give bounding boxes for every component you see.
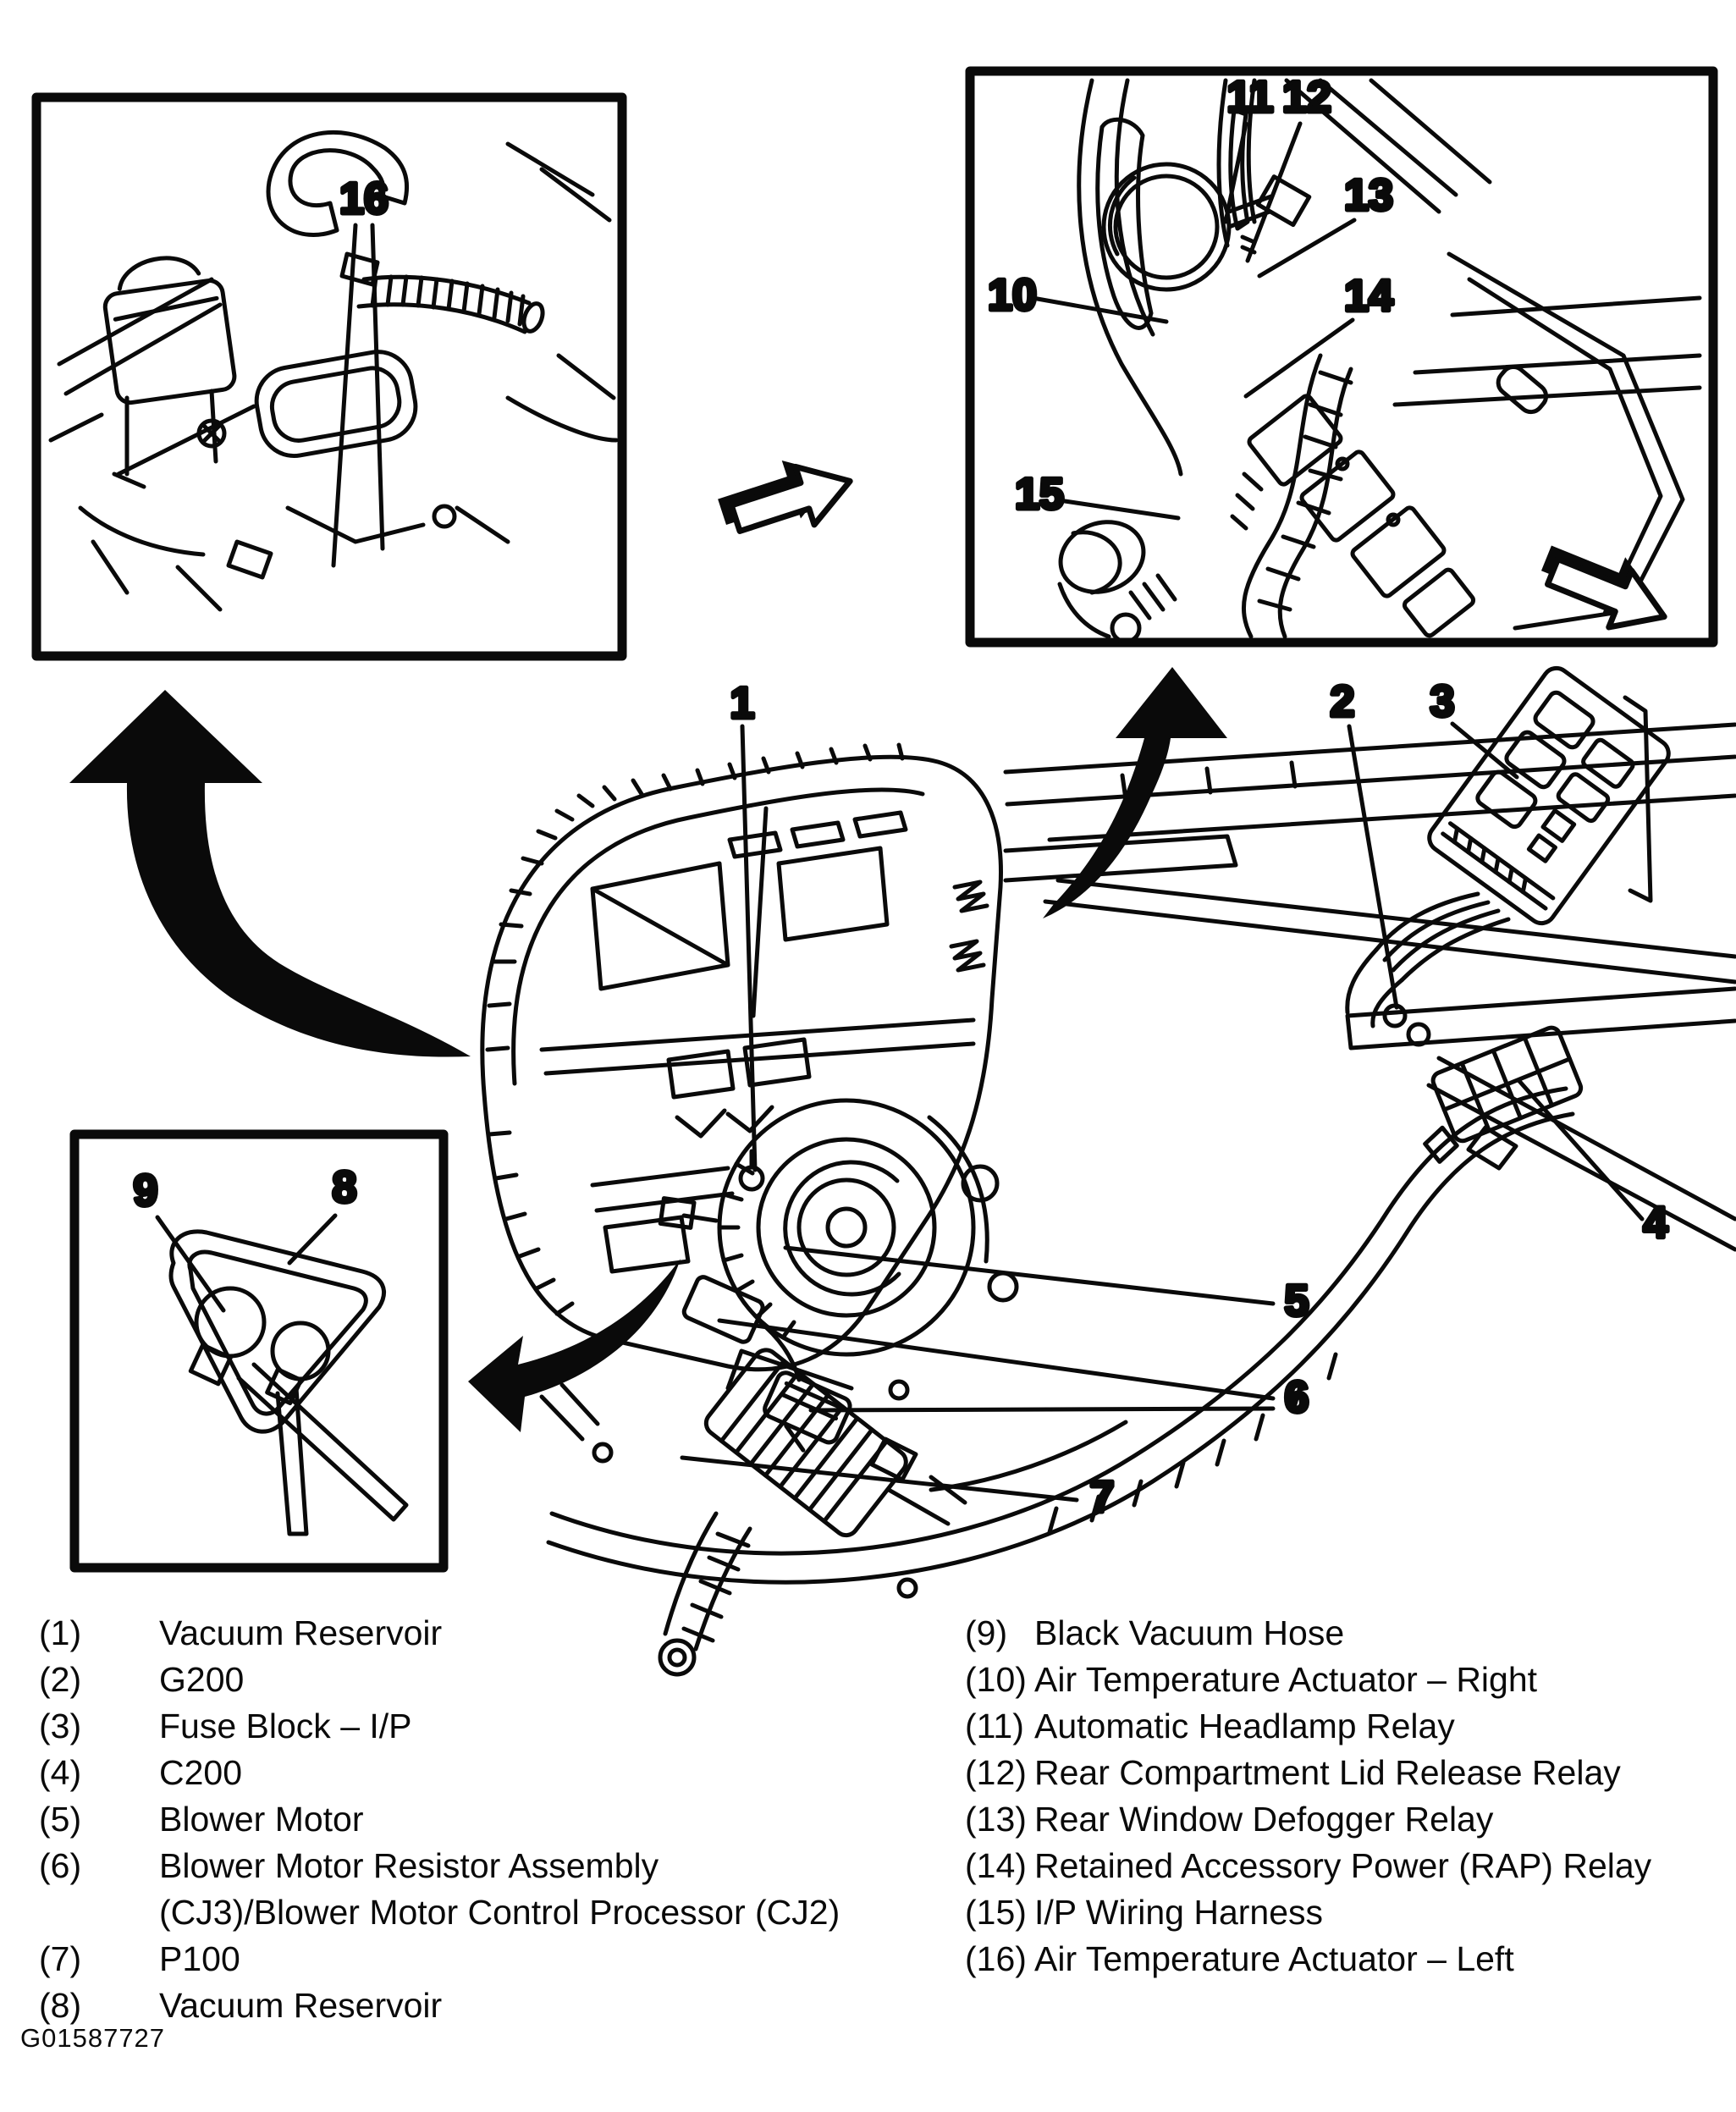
callout-15: 15	[1015, 470, 1064, 519]
arrow-to-top-left-inset	[69, 690, 471, 1057]
legend-number: (8)	[39, 1986, 82, 2025]
inset-top-right-relays	[970, 71, 1713, 642]
callout-9: 9	[133, 1166, 158, 1216]
legend-number: (10)	[965, 1660, 1027, 1699]
legend-item-13	[965, 1796, 1727, 1843]
legend-label: Blower Motor Resistor Assembly (CJ3)/Blower Motor Control Processor (CJ2)	[159, 1843, 840, 1936]
legend-item-8	[39, 1982, 953, 2029]
legend-label: Rear Compartment Lid Release Relay	[1034, 1753, 1621, 1792]
legend-item-1	[39, 1610, 953, 1657]
legend-item-10	[965, 1657, 1727, 1703]
legend-number: (9)	[965, 1613, 1008, 1652]
callout-14: 14	[1344, 272, 1393, 321]
callout-2: 2	[1330, 677, 1355, 726]
legend-label: G200	[159, 1660, 245, 1699]
legend-item-15	[965, 1889, 1727, 1936]
legend-label: Rear Window Defogger Relay	[1034, 1800, 1494, 1839]
legend-label: Air Temperature Actuator – Left	[1034, 1939, 1514, 1978]
callout-13: 13	[1344, 171, 1393, 220]
legend-label: Blower Motor	[159, 1800, 364, 1839]
callout-1: 1	[730, 679, 755, 728]
legend-label: Vacuum Reservoir	[159, 1986, 443, 2025]
main-hvac-module-drawing	[482, 663, 1735, 1674]
callout-16: 16	[339, 174, 389, 223]
inset-top-left-air-temp-actuator-left	[36, 97, 622, 656]
legend-item-14	[965, 1843, 1727, 1889]
legend-label: Black Vacuum Hose	[1034, 1613, 1345, 1652]
legend-number: (13)	[965, 1800, 1027, 1839]
legend-label: P100	[159, 1939, 240, 1978]
callout-8: 8	[332, 1163, 357, 1212]
legend-label: I/P Wiring Harness	[1034, 1893, 1324, 1932]
callout-12: 12	[1282, 73, 1331, 122]
legend-label-line2: (CJ3)/Blower Motor Control Processor (CJ2)	[159, 1893, 840, 1932]
legend-item-7	[39, 1936, 953, 1982]
legend-item-12	[965, 1750, 1727, 1796]
legend-number: (3)	[39, 1707, 82, 1745]
legend-item-11	[965, 1703, 1727, 1750]
callout-6: 6	[1284, 1373, 1309, 1422]
legend-item-5	[39, 1796, 953, 1843]
callout-5: 5	[1284, 1277, 1309, 1326]
legend-label: Fuse Block – I/P	[159, 1707, 412, 1745]
legend-item-9	[965, 1610, 1727, 1657]
legend-label: Air Temperature Actuator – Right	[1034, 1660, 1538, 1699]
legend-number: (7)	[39, 1939, 82, 1978]
legend-number: (16)	[965, 1939, 1027, 1978]
callout-11: 11	[1226, 73, 1274, 122]
legend-label: Automatic Headlamp Relay	[1034, 1707, 1455, 1745]
legend-number: (15)	[965, 1893, 1027, 1932]
legend-item-4	[39, 1750, 953, 1796]
legend-number: (5)	[39, 1800, 82, 1839]
legend-number: (12)	[965, 1753, 1027, 1792]
legend-label: C200	[159, 1753, 243, 1792]
callout-3: 3	[1430, 677, 1455, 726]
legend-number: (6)	[39, 1846, 82, 1885]
arrow-to-bottom-left-inset	[468, 1259, 681, 1432]
inset-bottom-left-vacuum-reservoir	[74, 1134, 444, 1568]
callout-4: 4	[1643, 1199, 1668, 1248]
legend-label: Vacuum Reservoir	[159, 1613, 443, 1652]
callout-10: 10	[988, 271, 1037, 320]
legend-number: (1)	[39, 1613, 82, 1652]
legend-item-16	[965, 1936, 1727, 1982]
callout-7: 7	[1089, 1473, 1115, 1522]
legend-number: (11)	[965, 1707, 1024, 1745]
arrow-to-top-left-inset-icon	[713, 443, 859, 551]
legend-item-6	[39, 1843, 953, 1936]
figure-code: G01587727	[20, 2023, 166, 2053]
legend-number: (4)	[39, 1753, 82, 1792]
legend-number: (14)	[965, 1846, 1027, 1885]
legend-label: Retained Accessory Power (RAP) Relay	[1034, 1846, 1652, 1885]
legend-right-column	[965, 1610, 1727, 1982]
legend-number: (2)	[39, 1660, 82, 1699]
legend-item-2	[39, 1657, 953, 1703]
legend-left-column	[39, 1610, 953, 2029]
legend-item-3	[39, 1703, 953, 1750]
